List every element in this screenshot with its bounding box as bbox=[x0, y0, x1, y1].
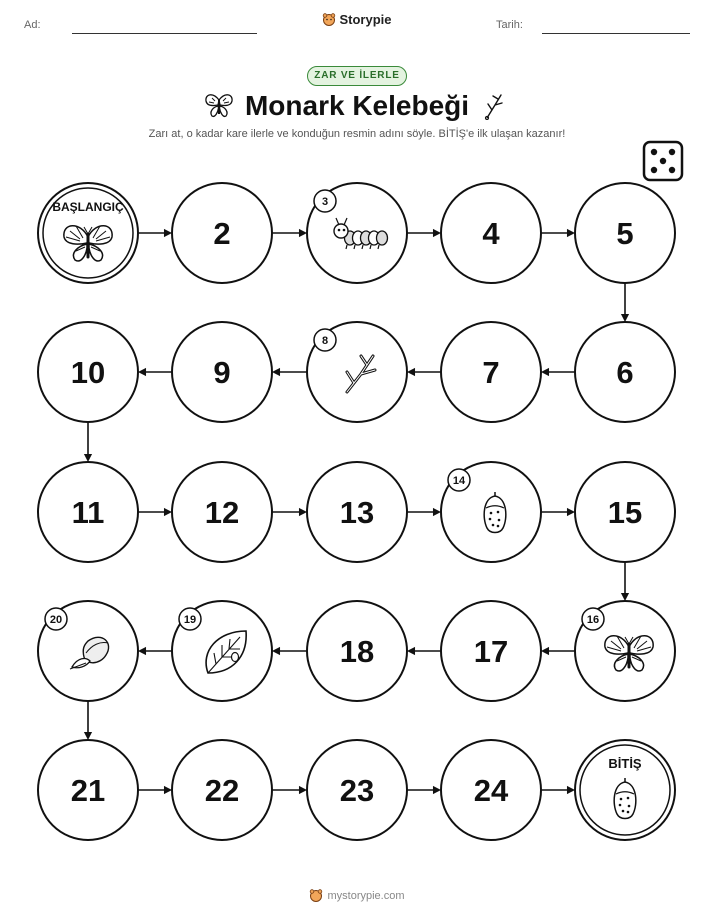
board-space-10[interactable] bbox=[38, 322, 138, 422]
board-space-7[interactable] bbox=[441, 322, 541, 422]
space-number: 15 bbox=[607, 495, 643, 530]
space-number: 13 bbox=[339, 495, 375, 530]
path-arrowhead bbox=[138, 647, 146, 655]
footer-url[interactable]: mystorypie.com bbox=[327, 890, 405, 902]
path-arrowhead bbox=[164, 786, 172, 794]
space-number: 16 bbox=[586, 614, 600, 626]
space-number: 20 bbox=[49, 614, 63, 626]
path-arrowhead bbox=[299, 508, 307, 516]
finish-label: BİTİŞ bbox=[608, 756, 642, 771]
board-space-21[interactable] bbox=[38, 740, 138, 840]
space-number: 12 bbox=[204, 495, 240, 530]
path-arrowhead bbox=[433, 229, 441, 237]
board-space-20[interactable] bbox=[38, 601, 138, 701]
path-arrowhead bbox=[272, 368, 280, 376]
space-number: 8 bbox=[321, 335, 329, 347]
path-arrowhead bbox=[138, 368, 146, 376]
path-arrowhead bbox=[621, 593, 629, 601]
board-space-16[interactable] bbox=[575, 601, 675, 701]
path-arrowhead bbox=[84, 732, 92, 740]
space-number: 2 bbox=[213, 216, 231, 251]
path-arrowhead bbox=[84, 454, 92, 462]
board-space-18[interactable] bbox=[307, 601, 407, 701]
board-space-22[interactable] bbox=[172, 740, 272, 840]
space-number: 14 bbox=[452, 475, 466, 487]
space-number: 10 bbox=[70, 355, 106, 390]
path-arrowhead bbox=[567, 786, 575, 794]
path-arrowhead bbox=[164, 508, 172, 516]
space-number: 21 bbox=[70, 773, 106, 808]
start-space[interactable] bbox=[38, 183, 138, 283]
board-space-5[interactable] bbox=[575, 183, 675, 283]
space-number: 24 bbox=[473, 773, 509, 808]
board-space-2[interactable] bbox=[172, 183, 272, 283]
board-space-6[interactable] bbox=[575, 322, 675, 422]
path-arrowhead bbox=[299, 786, 307, 794]
space-number: 7 bbox=[482, 355, 500, 390]
path-arrowhead bbox=[407, 368, 415, 376]
path-arrowhead bbox=[299, 229, 307, 237]
space-number: 9 bbox=[213, 355, 231, 390]
path-arrowhead bbox=[541, 368, 549, 376]
space-number: 3 bbox=[321, 196, 329, 208]
board-space-8[interactable] bbox=[307, 322, 407, 422]
space-number: 4 bbox=[482, 216, 500, 251]
path-arrowhead bbox=[567, 229, 575, 237]
board-space-19[interactable] bbox=[172, 601, 272, 701]
board-space-14[interactable] bbox=[441, 462, 541, 562]
space-number: 6 bbox=[616, 355, 634, 390]
board-space-24[interactable] bbox=[441, 740, 541, 840]
board-space-13[interactable] bbox=[307, 462, 407, 562]
path-arrowhead bbox=[541, 647, 549, 655]
brand-name: Storypie bbox=[339, 12, 392, 27]
board-space-12[interactable] bbox=[172, 462, 272, 562]
space-number: 17 bbox=[473, 634, 509, 669]
board-space-23[interactable] bbox=[307, 740, 407, 840]
space-number: 18 bbox=[339, 634, 375, 669]
board-space-9[interactable] bbox=[172, 322, 272, 422]
path-arrowhead bbox=[621, 314, 629, 322]
path-arrowhead bbox=[272, 647, 280, 655]
instructions: Zarı at, o kadar kare ilerle ve konduğun resmin adını söyle. BİTİŞ'e ilk ulaşan kazanır! bbox=[148, 128, 566, 140]
board-space-4[interactable] bbox=[441, 183, 541, 283]
activity-badge: ZAR VE İLERLE bbox=[307, 66, 407, 86]
start-label: BAŞLANGIÇ bbox=[52, 200, 124, 214]
path-arrowhead bbox=[433, 508, 441, 516]
finish-space[interactable] bbox=[575, 740, 675, 840]
storypie-logo-icon bbox=[309, 888, 323, 902]
space-number: 22 bbox=[204, 773, 240, 808]
path-arrowhead bbox=[433, 786, 441, 794]
board-space-3[interactable] bbox=[307, 183, 407, 283]
name-label: Ad: bbox=[24, 19, 41, 31]
board-space-11[interactable] bbox=[38, 462, 138, 562]
space-number: 5 bbox=[616, 216, 634, 251]
space-number: 19 bbox=[183, 614, 197, 626]
footer bbox=[0, 888, 714, 902]
space-number: 11 bbox=[71, 495, 105, 530]
board-space-15[interactable] bbox=[575, 462, 675, 562]
path-arrowhead bbox=[567, 508, 575, 516]
date-label: Tarih: bbox=[496, 19, 523, 31]
path-arrowhead bbox=[407, 647, 415, 655]
space-number: 23 bbox=[339, 773, 375, 808]
page-title: Monark Kelebeği bbox=[244, 90, 470, 121]
board-space-17[interactable] bbox=[441, 601, 541, 701]
path-arrowhead bbox=[164, 229, 172, 237]
